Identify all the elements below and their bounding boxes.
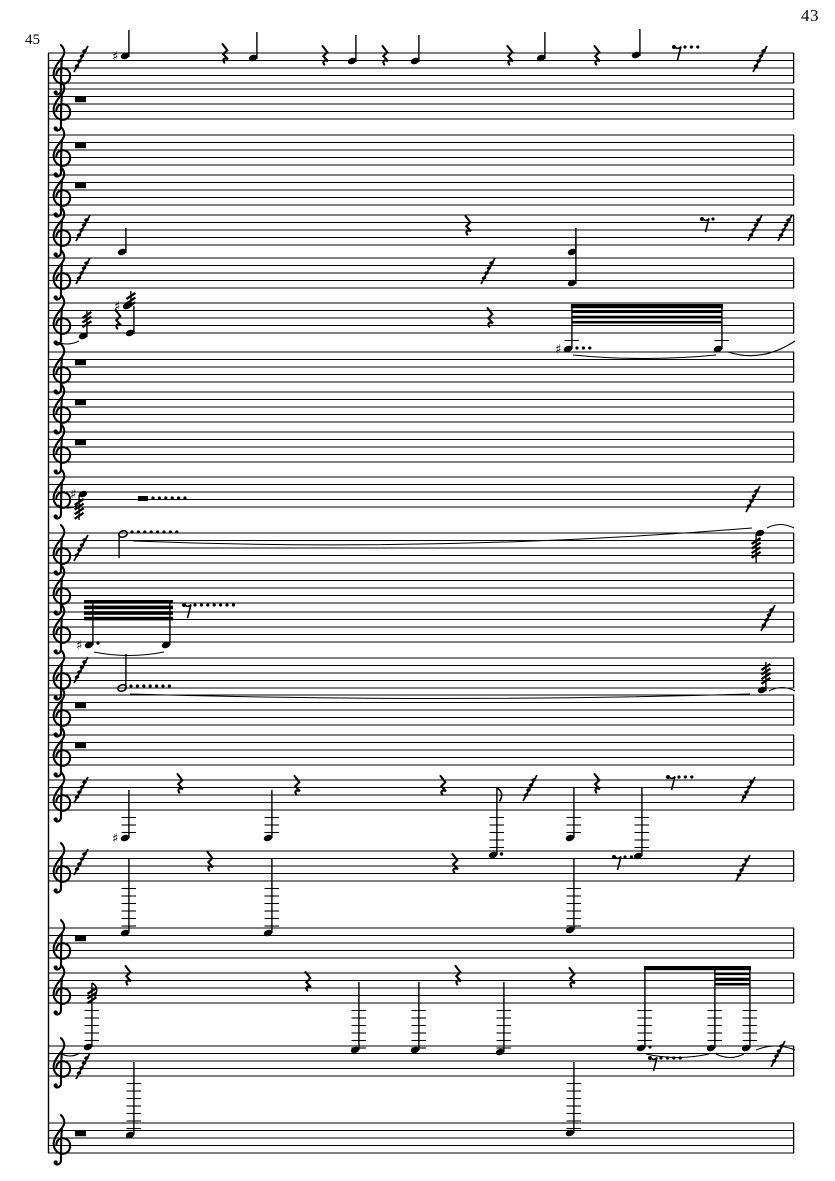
staff-7 [48, 291, 795, 359]
quarter-rest [466, 216, 471, 235]
duration-dot [161, 684, 164, 687]
staff-15 [48, 650, 795, 699]
duration-dot [659, 1056, 662, 1059]
grace-run [74, 777, 88, 803]
duration-dot [156, 530, 159, 533]
eighth-rest-stroke [186, 605, 192, 619]
staff-5 [48, 207, 794, 256]
quarter-rest [508, 46, 513, 65]
duration-dot [150, 530, 153, 533]
duration-dot [213, 603, 216, 606]
half-notehead [118, 530, 128, 539]
tie [756, 1046, 795, 1050]
whole-rest [75, 936, 86, 941]
treble-clef-dot [54, 817, 58, 821]
note [112, 30, 130, 65]
note [536, 32, 546, 62]
tremolo-beam-group [636, 966, 757, 1058]
tie [767, 525, 794, 529]
sharp-accidental: ♯ [70, 487, 77, 503]
treble-clef-dot [54, 469, 58, 473]
note [488, 788, 504, 859]
note [112, 790, 136, 847]
note [631, 29, 641, 59]
sharp-accidental: ♯ [112, 831, 119, 847]
mini-beam [572, 316, 722, 319]
staff-3 [48, 127, 794, 176]
treble-clef-dot [54, 514, 58, 518]
whole-rest [138, 496, 148, 501]
duration-dot [672, 1056, 675, 1059]
note [125, 1062, 141, 1139]
note [495, 982, 511, 1056]
staff-11 [48, 469, 794, 520]
duration-dot [225, 603, 228, 606]
note [410, 982, 426, 1054]
staff-12 [48, 525, 794, 575]
quarter-rest [323, 46, 328, 65]
staff-1 [48, 29, 794, 95]
staff-6 [48, 237, 794, 300]
duration-dot [158, 496, 161, 499]
quarter-rest [441, 776, 446, 795]
grace-run [76, 1053, 90, 1079]
note [633, 788, 649, 860]
whole-rest [75, 360, 86, 365]
quarter-rest [178, 774, 183, 793]
treble-clef-dot [54, 772, 58, 776]
sharp-accidental: ♯ [76, 638, 83, 654]
duration-dot [193, 603, 196, 606]
duration-dot [500, 852, 503, 855]
sharp-accidental: ♯ [112, 49, 119, 65]
grace-run [74, 849, 88, 875]
duration-dot [630, 855, 633, 858]
grace-run [741, 777, 755, 803]
measured-tremolo [76, 600, 173, 656]
quarter-rest [208, 852, 213, 871]
quarter-rest [456, 966, 461, 985]
tie [716, 1054, 744, 1058]
staff-23 [48, 1115, 794, 1164]
beam [84, 617, 173, 621]
treble-clef-dot [54, 1160, 58, 1164]
duration-dot [142, 684, 145, 687]
mini-beam [572, 311, 722, 314]
staff-20 [48, 920, 794, 969]
half-note [118, 530, 179, 558]
treble-clef-dot [54, 649, 58, 653]
duration-dot [96, 641, 99, 644]
whole-rest [75, 1131, 86, 1136]
duration-dot [162, 530, 165, 533]
duration-dot [168, 684, 171, 687]
mini-beam [572, 321, 722, 324]
duration-dot [582, 346, 585, 349]
mini-beam [715, 973, 750, 976]
duration-dot [136, 684, 139, 687]
duration-dot [690, 775, 693, 778]
quarter-rest [126, 966, 131, 985]
note [263, 790, 279, 842]
whole-rest [75, 143, 86, 148]
duration-dot [690, 45, 693, 48]
sharp-accidental: ♯ [555, 342, 562, 358]
beam [84, 606, 173, 610]
quarter-rest [570, 968, 575, 987]
duration-dot [219, 603, 222, 606]
beam [644, 966, 751, 970]
duration-dot [183, 496, 186, 499]
quarter-rest [383, 46, 388, 65]
duration-dot [169, 530, 172, 533]
note [248, 32, 258, 62]
mini-beam [715, 983, 750, 986]
eighth-rest [182, 603, 235, 618]
staff-8 [48, 344, 794, 393]
sharp-accidental: ♯ [114, 299, 121, 315]
duration-dot [684, 775, 687, 778]
staff-14 [48, 600, 794, 656]
quarter-rest [453, 854, 458, 873]
quarter-rest [595, 46, 600, 65]
tie [573, 355, 716, 359]
staff-22 [48, 1038, 794, 1139]
treble-clef-dot [54, 295, 58, 299]
treble-clef-dot [54, 695, 58, 699]
grace-run [74, 657, 88, 683]
note [565, 1062, 581, 1137]
note [757, 662, 771, 694]
eighth-rest-stroke [616, 857, 622, 871]
duration-dot [177, 496, 180, 499]
tie [94, 652, 164, 656]
tie [728, 341, 795, 356]
staff-9 [48, 384, 794, 433]
treble-clef-dot [54, 1083, 58, 1087]
note [565, 788, 581, 842]
staff-18 [48, 772, 794, 860]
note [410, 35, 420, 65]
treble-clef-dot [54, 1010, 58, 1014]
duration-dot [206, 603, 209, 606]
staff-4 [48, 167, 794, 216]
staff-17 [48, 727, 794, 776]
duration-dot [666, 1056, 669, 1059]
duration-dot [679, 1056, 682, 1059]
note [120, 858, 136, 937]
duration-dot [143, 530, 146, 533]
beam [84, 600, 173, 604]
treble-clef-dot [54, 965, 58, 969]
tie [646, 1054, 709, 1058]
staff-21 [48, 965, 795, 1079]
note [565, 858, 581, 934]
duration-dot [200, 603, 203, 606]
duration-dot [677, 775, 680, 778]
whole-rest [75, 743, 86, 748]
staff-16 [48, 687, 794, 736]
note [350, 982, 366, 1054]
duration-dot [171, 496, 174, 499]
note [263, 858, 279, 937]
duration-dot [683, 45, 686, 48]
tremolo-beam-group [555, 304, 729, 359]
beam [84, 611, 173, 615]
measure-number: 45 [25, 32, 40, 48]
staff-19 [48, 843, 794, 937]
whole-rest [75, 400, 86, 405]
duration-dot [130, 530, 133, 533]
note [752, 529, 766, 563]
duration-dot [129, 684, 132, 687]
duration-dot [575, 346, 578, 349]
duration-dot [711, 217, 714, 220]
whole-rest [75, 97, 86, 102]
staff-10 [48, 424, 794, 473]
note [83, 983, 99, 1051]
quarter-rest [295, 776, 300, 795]
slur [133, 528, 752, 545]
quarter-rest [595, 774, 600, 793]
duration-dot [588, 346, 591, 349]
treble-clef-dot [54, 90, 58, 94]
duration-dot [636, 855, 639, 858]
duration-dot [149, 684, 152, 687]
duration-dot [175, 530, 178, 533]
note [117, 228, 127, 256]
duration-dot [151, 496, 154, 499]
note [347, 35, 357, 65]
beam [571, 304, 723, 308]
page-number: 43 [801, 6, 819, 25]
duration-dot [137, 530, 140, 533]
duration-dot [232, 603, 235, 606]
duration-dot [155, 684, 158, 687]
treble-clef-dot [54, 888, 58, 892]
whole-rest-dotted [138, 496, 187, 501]
whole-rest [75, 440, 86, 445]
whole-rest [75, 703, 86, 708]
whole-rest [75, 183, 86, 188]
treble-clef-dot [54, 126, 58, 130]
duration-dot [164, 496, 167, 499]
staff-2 [48, 81, 794, 130]
treble-clef-dot [54, 252, 58, 256]
mini-beam [715, 978, 750, 981]
duration-dot [696, 45, 699, 48]
duration-dot [623, 855, 626, 858]
